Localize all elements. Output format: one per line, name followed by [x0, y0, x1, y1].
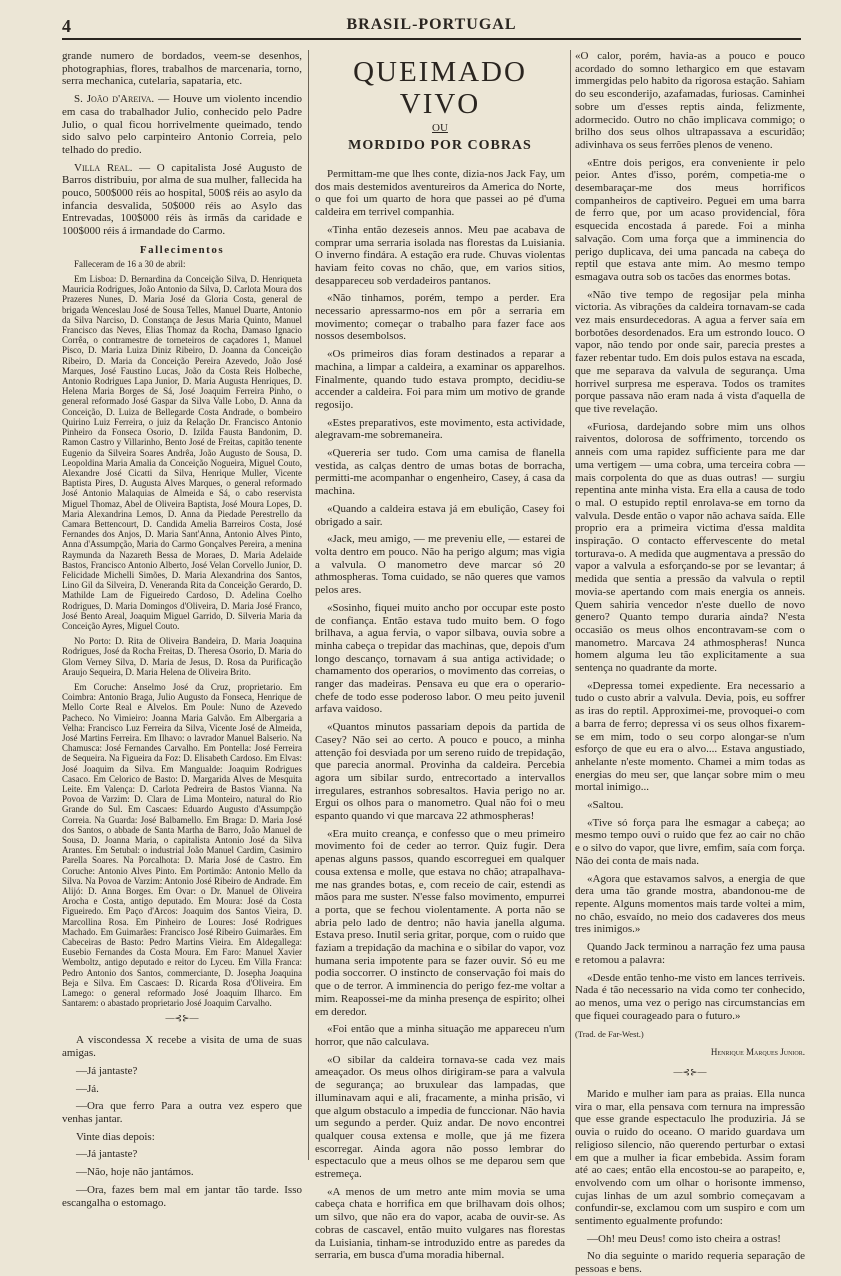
journal-title: BRASIL-PORTUGAL: [346, 16, 517, 33]
vignette-paragraph: No dia seguinte o marido requeria separação de pessoas e bens.: [575, 1250, 805, 1276]
obituary-porto: No Porto: D. Rita de Oliveira Bandeira, D. Maria Joaquina Rodrigues, José da Rocha Freitas, D. Theresa Osorio, D. Maria do Glom Verney Silva, D. Maria de Jesus, D. Rosa da Purificação Araujo Sequeira, D. Maria Helena de Oliveira Brito.: [62, 636, 302, 677]
story-title: QUEIMADO VIVO: [353, 56, 527, 120]
story-paragraph: «Sosinho, fiquei muito ancho por occupar este posto de confiança. Então estava tudo muito bem. O fogo brilhava, a agua fervia, o vapor silbava, ouvia sobre a minha cabeça o trepidar das machinas, que, depois d'um longo descanço, tornavam á sua antiga actividade; o chamamento dos operarios, o movimento das correias, o ranger das madeiras. Pensava eu que era o operario-chefe de todo esse poderoso labor. O meu peito juvenil arfava vaidoso.: [315, 601, 565, 716]
joke-line: A viscondessa X recebe a visita de uma de suas amigas.: [62, 1034, 302, 1060]
story-paragraph: «Estes preparativos, este movimento, esta actividade, alegravam-me sobremaneira.: [315, 416, 565, 442]
story-paragraph: «Furiosa, dardejando sobre mim uns olhos raiventos, dolorosa de soffrimento, torcendo os anneis com uma rapidez sufficiente para me dar uma vertigem — uma cobra, uma terceira cobra — mais corpolenta do que as duas outras! — surgiu repentina ante minha vista. Era ella a causa de todo o mal. O estupido reptil enrolava-se em torno da valvula. Desde então o vapor não achava saída. Elle proprio era a primeira victima d'essa maldita inspiração. O contacto effervescente do metal torturava-o. A medida que augmentava a pressão do vapor a valvula a esforçando-se por se levantar; á medida que sentia a pressão da valvula o reptil movia-se apertando com mais energia os anneis. Quem sahiria vencedor n'este duello de novo genero? Quanto tempo duraria ainda? N'esta occasião os meus olhos encontravam-se com o manometro. Marcava 24 athmospheras! Nunca homem alguma leu tão explicitamente a sua sentença no quadrante da morte.: [575, 420, 805, 675]
story-paragraph: «Não tinhamos, porém, tempo a perder. Era necessario apressarmo-nos em pôr a serraria em movimento; começar o trabalho para fazer face aos nossos desembolsos.: [315, 292, 565, 343]
obituary-others: Em Coruche: Anselmo José da Cruz, proprietario. Em Coimbra: Antonio Braga, Julio Augusto da Fonseca, Henrique de Mello Corte Real e Alvelos. Em Poule: Nuno de Azevedo Pacheco. No Vimieiro: Joanna Maria Galvão. Em Albergaria a Velha: Francisco Luz Ferreira da Silva, Vicente José de Almeida, José Martins Ferreira. Em Ilhavo: o lavrador Manuel Balserio. Na Chamusca: José Fernandes Carvalho. Em Pontella: José Ferreira de Sequeira. Na Figueira da Foz: D. Elisabeth Cardoso. Em Elvas: José Joaquim da Silva. Em Mangualde: Joaquim Rodrigues Casaco. Em Celorico de Basto: D. Margarida Alves de Mesquita Leite. Em Valença: D. Carlota Pedreira de Bastos Vianna. Na Povoa de Varzim: D. Clara de Lima Monteiro, natural do Rio Grande do Sul. Em Cascaes: Eduardo Augusto d'Assumpção Correia. Na Guarda: José Balbamello. Em Braga: D. Maria José dos Santos, o abbade de Santa Martha de Barro, João Manuel de Sousa, D. Joanna Maria, o capitalista Antonio José da Silva Arantes. Em Setubal: o industrial João Manuel Cardim, Casimiro Parella Soares. Na Porcalhota: D. Maria José de Castro. Em Coruche: Antonio Alves Pinto. Em Portimão: Antonio Mello da Silva. Na Povoa de Varzim: Antonio José Ribeiro de Andrade. Em Alijó: D. Anna Borges. Em Ovar: o Dr. Manuel de Oliveira Arocha e Costa, antigo deputado. Em Moura: José da Costa Figueiredo. Em Paço d'Arcos: Joaquim dos Santos Vieira, D. Marcollina Rosa. Em Pinheiro de Loures: José Rodrigues Machado. Em Guimarães: Francisco José Ribeiro Guimarães. Em Cabeceiras de Basto: Pedro Martins Vieira. Em Aldegallega: Eusebio Fernandes da Costa Moura. Em Faro: Manuel Xavier Wemboltz, antigo deputado e reitor do Lyceu. Em Villa Franca: Pedro Antonio dos Santos, commerciante, D. Josepha Joaquina Beja e Silva. Em Cascaes: D. Ricarda Rosa d'Oliveira. Em Lamego: o general reformado José Joaquim Ilharco. Em Santarem: o abastado proprietario José Joaquim Carvalho.: [62, 681, 302, 1009]
story-paragraph: «Os primeiros dias foram destinados a reparar a machina, a limpar a caldeira, a examinar os apparelhos. Finalmente, quando tudo estava prompto, decidiu-se accender a caldeira. Foi para mim um motivo de grande regosijo.: [315, 348, 565, 411]
vignette-paragraph: —Oh! meu Deus! como isto cheira a ostras!: [587, 1232, 781, 1245]
story-paragraph: «A menos de um metro ante mim movia se uma cabeça chata e horrifica em que brilhavam dois olhos; um silvo, que não era do vapor, acaba de ouvir-se. As cobras de cascavel, então muito vulgares nas florestas da Luisiania, tinham-se introduzido entre as paredes da serraria, em busca d'uma moradia hibernal.: [315, 1185, 565, 1262]
column-rule: [308, 50, 309, 1160]
obituary-lisboa: Em Lisboa: D. Bernardina da Conceição Silva, D. Henriqueta Mauricia Rodrigues, João Antonio da Silva, D. Carlota Moura dos Prazeres Nunes, D. Maria José da Gloria Costa, general de brigada Wenceslau José de Sousa Telles, Manuel Duarte, Antonio da Silva Narciso, D. Constança de Jesus Maria Quinto, Manuel Francisco das Neves, Elias Thomaz da Rocha, Damaso Ignacio Corrêa, o contramestre de torneteiros de caçadores 1, Manuel Pisco, D. Maria Luiza Diniz Ribeiro, D. Joanna da Conceição Ribeiro, D. Maria da Conceição Pereira Azevedo, João José Marques, José Faustino Lucas, João da Costa Reis Holbeche, Antonio Rodrigues Lapa Junior, D. Maria Augusta Henriques, D. Helena Maria Borges de Sá, José Joaquim Ferreira Pinho, o general reformado José Gaspar da Silva Valle Lobo, D. Anna da Conceição, D. Luiza de Bellegarde Costa Andrade, o bombeiro Quirino Luiz Ferreira, o juiz da Relação Dr. Francisco Antonio Pinheiro da Fonseca Osorio, D. Izilda Fausta Bandonim, D. Ramon Castro y Villarinho, Bento José de Freitas, capitão tenente Eugenio da Silveira Soares Andrêa, João Augusto de Sousa, D. Leopoldina Maria Amalia da Conceição Nogueira, Miguel Couto, Alexandre José Cicatti da Silva, Henrique Muller, Vicente Baptista Pires, D. Augusta Alves Marques, o general reformado José Antonio Malaquias de Almeida e Sá, o cabo reservista Miguel Thomaz, Abel de Oliveira Baptista, José Moura Lopes, D. Maria Alexandrina Lemos, D. Anna da Piedade Perestrello da Camara Bettencourt, D. Candida Amelia Barreiros Costa, José Fernandes dos Anjos, D. Maria Sant'Anna, Antonio Alves Pinto, Anna d'Assumpção, Maria do Carmo Gonçalves Pereira, a menina Raymunda da Nazareth Bessa de Moraes, D. Maria Adelaide Bastos, Francisco Antonio Alberto, José Velan Corvello Junior, D. Felicidade Michelli Simões, D. Maria Alexandrina dos Santos, Lino Gil da Silveira, D. Veneranda Rita da Conceição Gerardo, D. Mathilde Lam de Figueiredo Cardoso, D. Adelina Coelho Rodrigues, D. Maria Domingos d'Oliveira, D. Maria José Franco, José Bento Areal, Joaquim Miguel Garrido, D. Silveria Maria da Conceição Ayres, Miguel Couto.: [62, 274, 302, 631]
story-paragraph: «Quereria ser tudo. Com uma camisa de flanella vestida, as calças dentro de umas botas de borracha, permitti-me acompanhar o engenheiro, Casey, á casa da machina.: [315, 447, 565, 498]
article-continued: grande numero de bordados, veem-se desenhos, photographias, flores, trabalhos de marcenaria, torno, serra mechanica, cutelaria, sapataria, etc.: [62, 50, 302, 88]
story-paragraph: «Desde então tenho-me visto em lances terriveis. Nada é tão necessario na vida como ter conhecido, ao menos, uma vez o perigo nas circumstancias em que fiquei courageado para o futuro.»: [575, 971, 805, 1022]
joke-line: —Não, hoje não jantámos.: [76, 1166, 194, 1179]
story-paragraph: Quando Jack terminou a narração fez uma pausa e retomou a palavra:: [575, 941, 805, 966]
header-rule: [62, 38, 801, 40]
obituary-intro: Falleceram de 16 a 30 de abril:: [74, 258, 186, 269]
page-number: 4: [62, 16, 71, 36]
column-rule: [570, 50, 571, 1160]
story-paragraph: «O sibilar da caldeira tornava-se cada vez mais ameaçador. Os meus olhos dirigiram-se para a valvula de segurança; ao bruxulear das lampadas, que illuminavam aqui e ali, fracamente, a minha prisão, vi que algum obstaculo a impedia de funccionar. Não havia um segundo a perder. Quiz andar. De novo encontrei qualquer cousa extensa e molle, que já me fizera escorregar. Ainda agora não posso lembrar do espectaculo que a meus olhos se me deparou sem que estremeça.: [315, 1053, 565, 1181]
translation-credit: (Trad. de Far-West.): [575, 1029, 644, 1040]
story-or: OU: [432, 122, 448, 134]
news-item-s-joao: [62, 93, 302, 157]
story-paragraph: «Tive só força para lhe esmagar a cabeça; ao mesmo tempo ouvi o ruido que fez ao cair no chão e o silvo do vapor, que livre, emfim, saía com força. Não dei conta de mais nada.: [575, 816, 805, 867]
page-header: [62, 14, 801, 38]
joke-line: —Já.: [76, 1082, 99, 1095]
news-text: — Houve um violento incendio em casa do trabalhador Julio, conhecido pelo Padre Julio, o qual ficou horrivelmente queimado, tendo sido salvo pelo carpinteiro Antonio Correia, pelo telhado do predio.: [62, 93, 302, 156]
story-paragraph: «Entre dois perigos, era conveniente ir pelo peior. Antes d'isso, porém, competia-me o desembaraçar-me dos meus horrificos companheiros de captiveiro. Peguei em uma barra de ferro que, por um acaso providencial, fôra esquecida encostada á parede. Foi a minha salvação. Com uma força que a imminencia do perigo duplicava, dei uma pancada na cabeça do reptil que estava ante mim. Ao mesmo tempo esmagava outra sob os tacões das enormes botas.: [575, 156, 805, 283]
section-title: Fallecimentos: [139, 243, 225, 256]
story-subtitle: MORDIDO POR COBRAS: [348, 138, 532, 153]
story-paragraph: «Jack, meu amigo, — me preveniu elle, — estarei de volta dentro em pouco. Não ha perigo algum; mas vigia a valvula. O manometro deve marcar só 20 athmospheras. Toma cuidado, se não queres que vamos pelos ares.: [315, 533, 565, 597]
story-paragraph: Permittam-me que lhes conte, dizia-nos Jack Fay, um dos mais destemidos aventureiros da America do Norte, o que foi um quarto de hora que passei ao pé d'uma caldeira em terrivel companhia.: [315, 168, 565, 219]
story-paragraph: «Tinha então dezeseis annos. Meu pae acabava de comprar uma serraria isolada nas florestas da Luisiania. O inverno findára. A estação era rude. Chuvas violentas haviam feito covas no chão, que, em varios sitios, desappareceu sob verdadeiros pantanos.: [315, 223, 565, 287]
vignette-paragraph: Marido e mulher iam para as praias. Ella nunca vira o mar, ella pensava com ternura na impressão que esse grande espectaculo lhe produziria. Já se ouvia o ruido do oceano. O marido guardava um religioso silencio, não querendo perturbar o extasi em que a mulher ia ficar embebida. Assim foram até ao caes; então ella encostou-se ao parapeito, e, envolvendo com um olhar o horisonte immenso, cujas linhas de um azul sombrio começavam a confundir-se, exclamou com um suspiro e com um sentimento egualmente profundo:: [575, 1088, 805, 1228]
place-name: S. João d'Areiva.: [74, 93, 155, 106]
joke-dialog: [62, 1034, 302, 1209]
story-paragraph: «O calor, porém, havia-as a pouco e pouco acordado do somno lethargico em que estavam immergidas pelo habito da rigorosa estação. Sahiam do seu esconderijo, azafamadas, furiosas. Caminhei sobre um d'esses reptis ainda, felizmente, adormecido. Outro no chão implicava commigo; o brilho dos seus olhos ultrapassava a escuridão; adivinhava os seus ferrões plenos de veneno.: [575, 50, 805, 151]
story-paragraph: «Agora que estavamos salvos, a energia de que dera uma tão grande mostra, abandonou-me de repente. Alguns momentos mais tarde voltei a mim, no chão, esvaído, no meio dos cadaveres dos meus tres inimigos.»: [575, 872, 805, 936]
news-text: — O capitalista José Augusto de Barros distribuiu, por alma de sua mulher, fallecida ha pouco, 500$000 réis ao hospital, 500$ réis ao asylo da infancia desvalida, 50$000 réis ao Asylo das Entrevadas, 100$000 réis às irmãs da caridade e 100$000 réis á irmandade do Carmo.: [62, 161, 302, 238]
joke-line: —Ora que ferro Para a outra vez espero que venhas jantar.: [62, 1100, 302, 1125]
column-middle: [315, 50, 565, 1262]
joke-line: —Já jantaste?: [76, 1148, 138, 1161]
column-left: [62, 50, 302, 1209]
joke-line: Vinte dias depois:: [76, 1130, 155, 1143]
news-item-villa-real: [62, 162, 302, 238]
story-paragraph: «Quando a caldeira estava já em ebulição, Casey foi obrigado a sair.: [315, 502, 565, 528]
joke-line: —Ora, fazes bem mal em jantar tão tarde. Isso escangalha o estomago.: [62, 1183, 302, 1209]
story-paragraph: «Era muito creança, e confesso que o meu primeiro movimento foi de ceder ao terror. Quiz fugir. Dera apenas alguns passos, quando escorreguei em qualquer cousa extensa e molle, que estava no chão; atrapalhava-me nas grandes botas, e, com receio de cair, estendi as mãos para me suster. N'esse falso movimento, empurrei a porta, que se fechou violentamente. A porta não se abria pelo lado de dentro; não havia janella alguma. Estava preso. Inutil seria gritar, porque, com o ruido que faziam a trepidação da machina e o sibilar do vapor, voz humana seria impotente para se fazer ouvir. Só eu me podia soccorrer. O instincto de conservação foi mais do que o de terror. A imminencia do perigo fez-me voltar a mim. Reapossei-me da minha presença de espirito; olhei em deredor.: [315, 827, 565, 1018]
place-name: Villa Real.: [74, 161, 133, 174]
ornament-divider: —⊰⊱—: [165, 1013, 199, 1024]
column-right: [575, 50, 805, 1276]
story-paragraph: «Não tive tempo de regosijar pela minha victoria. As vibrações da caldeira tornavam-se cada vez mais ensurdecedoras. A agua a ferver saía em borbotões desordenados. Era um estrondo louco. O vapor, não tendo por onde sair, parecia prestes a fazer rebentar tudo. Em dois pulos estava na escada, que me separava da valvula de segurança. Uma horrivel surpresa me esperava. Todos os tramites porque passava não eram nada á vista d'aquella de que tive revelação.: [575, 288, 805, 415]
story-paragraph: «Depressa tomei expediente. Era necessario a tudo o custo abrir a valvula. Devia, pois, eu soffrer as iras do reptil. Approximei-me, provoquei-o com a barra de ferro; depressa vi os seus olhos fixarem-se em mim, todo o seu corpo alongar-se n'um esforço de que eu era o alvo.... Estava angustiado, anhelante n'este momento. Chamei a mim todas as energias do meu ser, que lançar sobre mim o meu mortal inimigo...: [575, 679, 805, 794]
story-paragraph: «Quantos minutos passariam depois da partida de Casey? Não sei ao certo. A pouco e pouco, a minha attenção foi desviada por um sereno ruido de trepidação, que parecia anormal. Provinha da caldeira. Percebia agora um sibilar surdo, entrecortado a intervallos irregulares, estranhos sobresaltos. Havia perigo no ar. Ergui os olhos para o manometro. Qual não foi o meu espanto quando vi que marcava 22 athmospheras!: [315, 721, 565, 823]
story-paragraph: «Saltou.: [587, 799, 624, 812]
story-paragraph: «Foi então que a minha situação me appareceu n'um horror, que não calculava.: [315, 1023, 565, 1048]
author-signature: Henrique Marques Junior.: [710, 1047, 805, 1058]
ornament-divider: —⊰⊱—: [673, 1067, 707, 1078]
joke-line: —Já jantaste?: [76, 1064, 138, 1077]
